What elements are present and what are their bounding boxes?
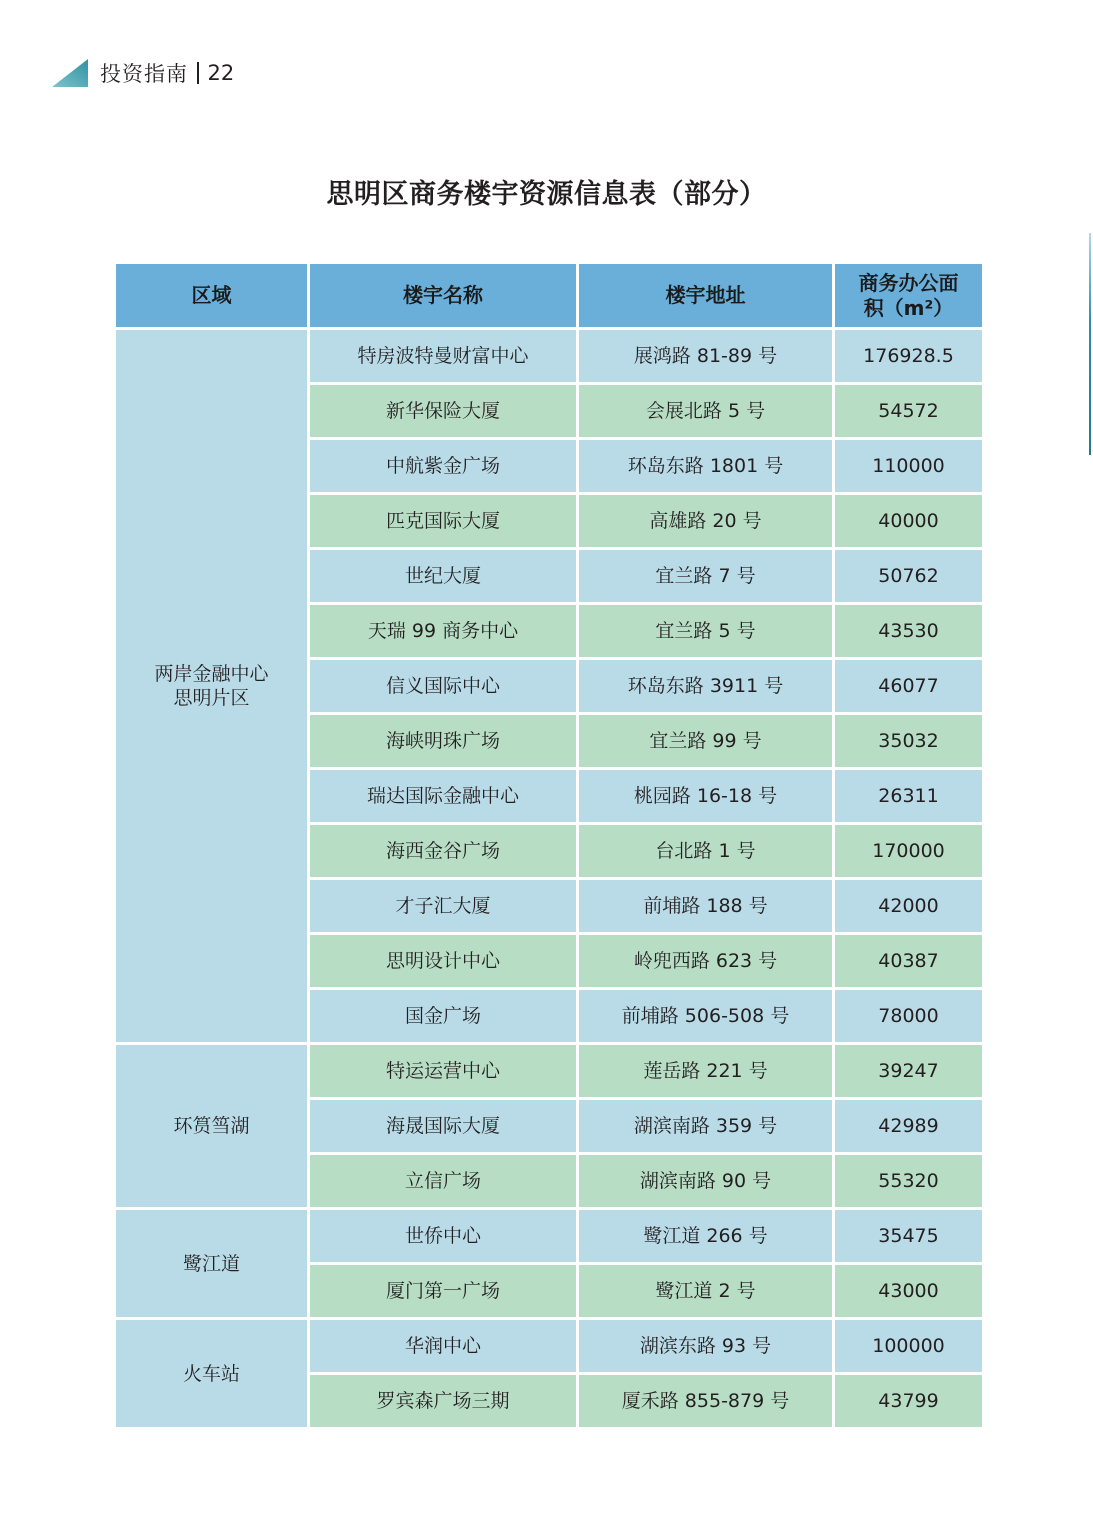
building-name-cell: 世侨中心: [310, 1210, 576, 1262]
office-area-cell: 40000: [835, 495, 982, 547]
column-header-office-area-text: 商务办公面积（m²）: [858, 270, 959, 320]
building-name-cell: 特房波特曼财富中心: [310, 330, 576, 382]
building-name-cell: 思明设计中心: [310, 935, 576, 987]
office-area-cell: 39247: [835, 1045, 982, 1097]
region-cell: [116, 1320, 307, 1427]
column-header-building-name: 楼宇名称: [310, 264, 576, 327]
building-name-cell: 中航紫金广场: [310, 440, 576, 492]
office-area-cell: 43530: [835, 605, 982, 657]
building-name-cell: 海峡明珠广场: [310, 715, 576, 767]
table-row: [116, 1210, 982, 1262]
building-name-cell: 瑞达国际金融中心: [310, 770, 576, 822]
address-cell: 湖滨南路 90 号: [579, 1155, 832, 1207]
edge-accent-line: [1089, 233, 1091, 455]
page-header: [52, 58, 234, 88]
address-cell: 宜兰路 7 号: [579, 550, 832, 602]
address-cell: 高雄路 20 号: [579, 495, 832, 547]
table-row: [116, 1320, 982, 1372]
column-header-region: 区域: [116, 264, 307, 327]
office-area-cell: 110000: [835, 440, 982, 492]
address-cell: 环岛东路 1801 号: [579, 440, 832, 492]
building-name-cell: 新华保险大厦: [310, 385, 576, 437]
building-name-cell: 国金广场: [310, 990, 576, 1042]
office-area-cell: 100000: [835, 1320, 982, 1372]
building-name-cell: 特运运营中心: [310, 1045, 576, 1097]
region-cell: [116, 1210, 307, 1317]
address-cell: 鹭江道 2 号: [579, 1265, 832, 1317]
building-name-cell: 海西金谷广场: [310, 825, 576, 877]
region-cell: [116, 1045, 307, 1207]
building-name-cell: 天瑞 99 商务中心: [310, 605, 576, 657]
page-number: 22: [207, 61, 235, 85]
address-cell: 会展北路 5 号: [579, 385, 832, 437]
region-label-line: 鹭江道: [182, 1252, 240, 1275]
office-area-cell: 35032: [835, 715, 982, 767]
address-cell: 环岛东路 3911 号: [579, 660, 832, 712]
table-row: [116, 1045, 982, 1097]
building-name-cell: 才子汇大厦: [310, 880, 576, 932]
table-title: 思明区商务楼宇资源信息表（部分）: [326, 179, 767, 210]
office-area-cell: 35475: [835, 1210, 982, 1262]
header-divider: [197, 62, 199, 84]
region-label-line: 两岸金融中心: [154, 663, 269, 685]
building-name-cell: 海晟国际大厦: [310, 1100, 576, 1152]
building-name-cell: 华润中心: [310, 1320, 576, 1372]
address-cell: 桃园路 16-18 号: [579, 770, 832, 822]
address-cell: 前埔路 506-508 号: [579, 990, 832, 1042]
table-header-row: [116, 264, 982, 327]
office-area-cell: 78000: [835, 990, 982, 1042]
office-area-cell: 176928.5: [835, 330, 982, 382]
column-header-address: 楼宇地址: [579, 264, 832, 327]
address-cell: 台北路 1 号: [579, 825, 832, 877]
section-title: 投资指南: [100, 62, 188, 86]
office-area-cell: 43799: [835, 1375, 982, 1427]
address-cell: 宜兰路 99 号: [579, 715, 832, 767]
region-label-line: 思明片区: [173, 687, 250, 709]
office-area-cell: 170000: [835, 825, 982, 877]
address-cell: 岭兜西路 623 号: [579, 935, 832, 987]
building-name-cell: 立信广场: [310, 1155, 576, 1207]
region-label-line: 环筼筜湖: [173, 1115, 250, 1137]
office-area-cell: 26311: [835, 770, 982, 822]
address-cell: 宜兰路 5 号: [579, 605, 832, 657]
building-resource-table: [113, 261, 985, 1430]
column-header-office-area: [835, 264, 982, 327]
office-area-cell: 42989: [835, 1100, 982, 1152]
address-cell: 鹭江道 266 号: [579, 1210, 832, 1262]
office-area-cell: 42000: [835, 880, 982, 932]
building-name-cell: 厦门第一广场: [310, 1265, 576, 1317]
building-name-cell: 罗宾森广场三期: [310, 1375, 576, 1427]
address-cell: 湖滨南路 359 号: [579, 1100, 832, 1152]
address-cell: 厦禾路 855-879 号: [579, 1375, 832, 1427]
table-body: [116, 330, 982, 1427]
address-cell: 湖滨东路 93 号: [579, 1320, 832, 1372]
teal-triangle-icon: [52, 59, 88, 87]
office-area-cell: 46077: [835, 660, 982, 712]
building-name-cell: 信义国际中心: [310, 660, 576, 712]
table-row: [116, 330, 982, 382]
office-area-cell: 40387: [835, 935, 982, 987]
building-name-cell: 匹克国际大厦: [310, 495, 576, 547]
office-area-cell: 55320: [835, 1155, 982, 1207]
office-area-cell: 54572: [835, 385, 982, 437]
region-cell: [116, 330, 307, 1042]
building-name-cell: 世纪大厦: [310, 550, 576, 602]
region-label-line: 火车站: [182, 1362, 240, 1385]
address-cell: 前埔路 188 号: [579, 880, 832, 932]
office-area-cell: 50762: [835, 550, 982, 602]
address-cell: 展鸿路 81-89 号: [579, 330, 832, 382]
office-area-cell: 43000: [835, 1265, 982, 1317]
address-cell: 莲岳路 221 号: [579, 1045, 832, 1097]
